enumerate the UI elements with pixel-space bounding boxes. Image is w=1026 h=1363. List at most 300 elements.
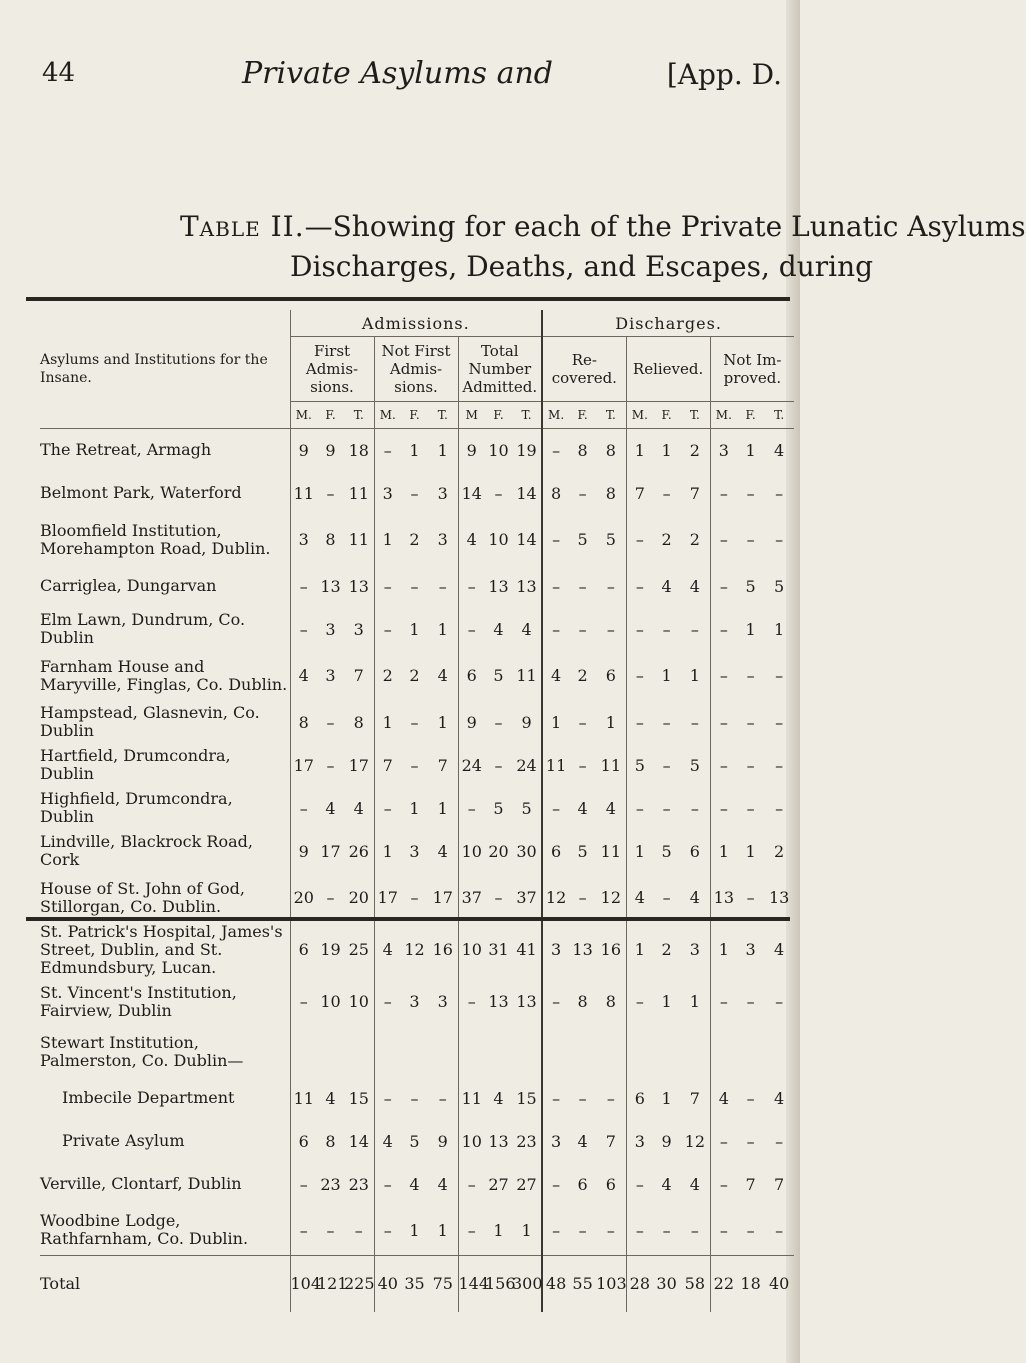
table-row <box>40 873 794 923</box>
count-cell: 14 <box>458 472 485 515</box>
count-cell: 10 <box>488 440 509 460</box>
count-cell: 8 <box>325 1131 336 1151</box>
sex-label: F. <box>569 402 596 429</box>
count-cell: – <box>746 992 755 1011</box>
count-cell: 20 <box>348 888 369 907</box>
count-cell: – <box>710 472 737 515</box>
count-cell: 7 <box>605 1131 616 1151</box>
count-cell: 4 <box>374 923 401 977</box>
count-cell: – <box>290 977 317 1027</box>
count-cell: 10 <box>458 1120 485 1163</box>
count-cell: 12 <box>404 940 425 959</box>
asylum-name: St. Vincent's Institution, Fairview, Dublin <box>40 982 237 1020</box>
count-cell: – <box>746 1220 755 1240</box>
count-cell: – <box>542 565 569 608</box>
count-cell <box>710 1027 737 1077</box>
count-cell: 11 <box>458 1077 485 1120</box>
total-row <box>40 1256 794 1312</box>
count-cell: 4 <box>689 888 700 907</box>
count-cell: – <box>458 787 485 830</box>
asylum-name: Lindville, Blackrock Road, Cork <box>40 832 253 869</box>
count-cell: 225 <box>344 1256 374 1312</box>
count-cell: 6 <box>605 1174 616 1194</box>
count-cell: – <box>662 483 671 503</box>
count-cell: 3 <box>542 923 569 977</box>
count-cell: – <box>542 608 569 651</box>
count-cell: – <box>326 1220 335 1240</box>
count-cell: 28 <box>626 1256 653 1312</box>
count-cell: 4 <box>605 798 616 818</box>
count-cell: 4 <box>689 576 700 596</box>
sex-label: T. <box>764 402 794 429</box>
count-cell: 1 <box>409 619 420 639</box>
count-cell: 15 <box>348 1088 369 1108</box>
sex-label: T. <box>596 402 626 429</box>
count-cell: – <box>710 1120 737 1163</box>
count-cell: 11 <box>542 744 569 787</box>
count-cell: 4 <box>626 873 653 923</box>
count-cell: 40 <box>374 1256 401 1312</box>
count-cell: 1 <box>409 798 420 818</box>
count-cell: 8 <box>577 992 588 1011</box>
count-cell: 40 <box>764 1256 794 1312</box>
count-cell: 1 <box>689 992 700 1011</box>
subheader-not-first-admissions: Not First Admis-sions. <box>374 337 458 402</box>
count-cell: 156 <box>485 1256 512 1312</box>
count-cell: 3 <box>745 940 756 959</box>
count-cell: 11 <box>290 1077 317 1120</box>
count-cell: 7 <box>353 666 364 685</box>
count-cell: 16 <box>432 940 453 959</box>
count-cell: – <box>326 755 335 775</box>
count-cell: – <box>710 565 737 608</box>
count-cell: 3 <box>437 530 448 549</box>
count-cell: 1 <box>626 830 653 873</box>
count-cell: 10 <box>320 992 341 1011</box>
count-cell <box>569 1027 596 1077</box>
count-cell: 2 <box>689 440 700 460</box>
count-cell: – <box>410 755 419 775</box>
count-cell: 31 <box>488 940 509 959</box>
count-cell: 3 <box>409 841 420 861</box>
count-cell: – <box>542 515 569 565</box>
count-cell <box>485 1027 512 1077</box>
table-row <box>40 608 794 651</box>
count-cell: 12 <box>684 1131 706 1151</box>
count-cell: 37 <box>458 873 485 923</box>
count-cell: 41 <box>516 940 537 959</box>
count-cell: 17 <box>290 744 317 787</box>
count-cell: 23 <box>348 1174 369 1194</box>
asylum-name: House of St. John of God, Stillorgan, Co. Dublin. <box>40 878 245 916</box>
count-cell: 1 <box>374 830 401 873</box>
count-cell: 5 <box>661 841 672 861</box>
count-cell: 19 <box>516 440 537 460</box>
count-cell: 4 <box>577 1131 588 1151</box>
asylum-name: St. Patrick's Hospital, James's Street, Dublin, and St. Edmundsbury, Lucan. <box>40 921 283 977</box>
count-cell: 48 <box>542 1256 569 1312</box>
count-cell: 1 <box>626 923 653 977</box>
count-cell: 4 <box>661 1174 672 1194</box>
count-cell: 26 <box>348 841 369 861</box>
count-cell: 1 <box>437 619 448 639</box>
count-cell: 9 <box>290 429 317 472</box>
count-cell: 27 <box>488 1174 509 1194</box>
count-cell: – <box>326 888 335 907</box>
count-cell <box>401 1027 428 1077</box>
count-cell: – <box>578 483 587 503</box>
count-cell: – <box>626 515 653 565</box>
count-cell: 2 <box>661 940 672 959</box>
count-cell: – <box>662 619 671 639</box>
count-cell: 1 <box>493 1220 504 1240</box>
count-cell: 10 <box>458 830 485 873</box>
count-cell: 10 <box>348 992 369 1011</box>
count-cell: – <box>710 608 737 651</box>
count-cell: 5 <box>745 576 756 596</box>
sex-label: M. <box>374 402 401 429</box>
count-cell: 4 <box>493 1088 504 1108</box>
count-cell: 25 <box>348 940 369 959</box>
appendix-reference: [App. D. <box>666 58 782 91</box>
count-cell: 5 <box>409 1131 420 1151</box>
count-cell: 4 <box>353 798 364 818</box>
count-cell: 24 <box>458 744 485 787</box>
count-cell: 13 <box>348 576 369 596</box>
table-row <box>40 923 794 977</box>
table-body <box>40 429 794 1312</box>
count-cell: 1 <box>409 1220 420 1240</box>
count-cell: 5 <box>577 841 588 861</box>
count-cell: 4 <box>521 619 532 639</box>
count-cell: 3 <box>542 1120 569 1163</box>
sex-label: T. <box>344 402 374 429</box>
asylum-name: Private Asylum <box>62 1131 185 1150</box>
count-cell: – <box>746 1088 755 1108</box>
count-cell: – <box>326 483 335 503</box>
count-cell: 4 <box>374 1120 401 1163</box>
count-cell: 30 <box>653 1256 680 1312</box>
count-cell: – <box>710 977 737 1027</box>
count-cell: – <box>578 1088 587 1108</box>
count-cell: 121 <box>317 1256 344 1312</box>
count-cell: 5 <box>689 755 700 775</box>
count-cell: 3 <box>374 472 401 515</box>
count-cell: 300 <box>512 1256 542 1312</box>
count-cell: – <box>458 977 485 1027</box>
table-row <box>40 1163 794 1206</box>
asylum-name: Belmont Park, Waterford <box>40 483 242 502</box>
count-cell: 9 <box>437 1131 448 1151</box>
total-label: Total <box>40 1273 81 1293</box>
count-cell: 1 <box>661 1088 672 1108</box>
count-cell: 8 <box>542 472 569 515</box>
subheader-not-improved: Not Im-proved. <box>710 337 794 402</box>
count-cell <box>680 1027 710 1077</box>
count-cell: 13 <box>516 992 537 1011</box>
count-cell: 16 <box>600 940 622 959</box>
count-cell: 4 <box>290 651 317 701</box>
count-cell: – <box>290 1206 317 1256</box>
sex-label: F. <box>317 402 344 429</box>
count-cell: 1 <box>437 712 448 732</box>
sex-label: F. <box>401 402 428 429</box>
count-cell: 13 <box>488 1131 509 1151</box>
count-cell: 1 <box>745 440 756 460</box>
count-cell: – <box>410 712 419 732</box>
sex-label: M. <box>290 402 317 429</box>
count-cell <box>458 1027 485 1077</box>
count-cell: 8 <box>290 701 317 744</box>
count-cell: – <box>578 755 587 775</box>
sex-label: M. <box>542 402 569 429</box>
running-title: Private Asylums and <box>242 56 554 91</box>
count-cell: 2 <box>689 530 700 549</box>
count-cell: 12 <box>542 873 569 923</box>
count-cell: 17 <box>432 888 453 907</box>
bottom-rule <box>26 917 790 921</box>
count-cell: 11 <box>600 755 622 775</box>
count-cell: 4 <box>437 841 448 861</box>
count-cell: – <box>374 565 401 608</box>
count-cell: 12 <box>600 888 622 907</box>
count-cell: 10 <box>458 923 485 977</box>
table-row <box>40 565 794 608</box>
table-row <box>40 1077 794 1120</box>
count-cell: – <box>578 888 587 907</box>
count-cell: 3 <box>290 515 317 565</box>
asylum-name: Stewart Institution, Palmerston, Co. Dublin— <box>40 1032 244 1070</box>
count-cell: 3 <box>437 483 448 503</box>
count-cell: – <box>542 429 569 472</box>
sex-label: T. <box>428 402 458 429</box>
count-cell: – <box>578 712 587 732</box>
count-cell: 2 <box>409 530 420 549</box>
count-cell: – <box>710 651 737 701</box>
count-cell: 14 <box>516 530 537 549</box>
count-cell: 5 <box>493 666 504 685</box>
count-cell: 5 <box>577 530 588 549</box>
count-cell: 11 <box>348 483 369 503</box>
sex-label: M. <box>626 402 653 429</box>
group-header-admissions: Admissions. <box>290 310 542 337</box>
table-row <box>40 472 794 515</box>
count-cell: 20 <box>488 841 509 861</box>
count-cell: 2 <box>577 666 588 685</box>
count-cell: 7 <box>374 744 401 787</box>
count-cell: – <box>578 619 587 639</box>
table-row <box>40 701 794 744</box>
count-cell: – <box>458 608 485 651</box>
count-cell: – <box>494 888 503 907</box>
column-header-asylums: Asylums and Institutions for the Insane. <box>40 310 290 429</box>
sex-label: M. <box>710 402 737 429</box>
count-cell: 3 <box>689 940 700 959</box>
asylum-name: Hartfield, Drumcondra, Dublin <box>40 746 231 783</box>
count-cell: 6 <box>626 1077 653 1120</box>
count-cell: 9 <box>661 1131 672 1151</box>
count-cell: 13 <box>488 576 509 596</box>
sex-label: T. <box>680 402 710 429</box>
count-cell <box>626 1027 653 1077</box>
count-cell: – <box>626 608 653 651</box>
count-cell: 9 <box>521 712 532 732</box>
count-cell: 1 <box>437 440 448 460</box>
sex-label: M <box>458 402 485 429</box>
count-cell: 3 <box>437 992 448 1011</box>
count-cell: – <box>775 712 784 732</box>
count-cell: 22 <box>710 1256 737 1312</box>
count-cell <box>290 1027 317 1077</box>
count-cell: – <box>606 576 615 596</box>
count-cell: 3 <box>353 619 364 639</box>
count-cell: – <box>438 1088 447 1108</box>
subheader-total-admitted: Total Number Admitted. <box>458 337 542 402</box>
count-cell: 1 <box>605 712 616 732</box>
count-cell: 8 <box>577 440 588 460</box>
count-cell: 3 <box>325 666 336 685</box>
count-cell: 1 <box>661 440 672 460</box>
count-cell: – <box>775 1220 784 1240</box>
count-cell: 1 <box>521 1220 532 1240</box>
count-cell: – <box>290 608 317 651</box>
count-cell: 4 <box>542 651 569 701</box>
count-cell: 10 <box>488 530 509 549</box>
count-cell: – <box>326 712 335 732</box>
count-cell: 4 <box>710 1077 737 1120</box>
count-cell: 8 <box>353 712 364 732</box>
count-cell: 1 <box>661 992 672 1011</box>
count-cell: 4 <box>774 440 785 460</box>
count-cell: – <box>458 1206 485 1256</box>
count-cell: – <box>746 712 755 732</box>
count-cell: 11 <box>290 472 317 515</box>
count-cell: – <box>290 1163 317 1206</box>
count-cell: 4 <box>493 619 504 639</box>
count-cell: – <box>746 1131 755 1151</box>
count-cell: 18 <box>348 440 369 460</box>
count-cell: 5 <box>521 798 532 818</box>
count-cell: 9 <box>458 429 485 472</box>
count-cell: – <box>494 712 503 732</box>
count-cell: 4 <box>325 1088 336 1108</box>
count-cell: – <box>690 619 699 639</box>
count-cell: 19 <box>320 940 341 959</box>
caption-line-2: Discharges, Deaths, and Escapes, during <box>290 250 874 283</box>
count-cell: – <box>494 755 503 775</box>
count-cell: – <box>710 787 737 830</box>
table-row <box>40 651 794 701</box>
count-cell: 1 <box>774 619 785 639</box>
table-row <box>40 429 794 472</box>
count-cell: 9 <box>458 701 485 744</box>
count-cell: 2 <box>374 651 401 701</box>
count-cell <box>512 1027 542 1077</box>
count-cell: 5 <box>626 744 653 787</box>
count-cell: 3 <box>325 619 336 639</box>
count-cell: – <box>458 1163 485 1206</box>
count-cell: 1 <box>437 798 448 818</box>
count-cell: 27 <box>516 1174 537 1194</box>
count-cell <box>737 1027 764 1077</box>
table-row <box>40 787 794 830</box>
count-cell: 14 <box>348 1131 369 1151</box>
subheader-first-admissions: First Admis-sions. <box>290 337 374 402</box>
count-cell: – <box>374 1163 401 1206</box>
count-cell: – <box>354 1220 363 1240</box>
count-cell: 1 <box>409 440 420 460</box>
count-cell: – <box>626 565 653 608</box>
count-cell: 11 <box>348 530 369 549</box>
count-cell: – <box>374 1077 401 1120</box>
count-cell: 8 <box>605 992 616 1011</box>
asylum-name: Highfield, Drumcondra, Dublin <box>40 789 233 826</box>
count-cell: 1 <box>661 666 672 685</box>
count-cell: – <box>746 666 755 685</box>
count-cell: – <box>746 888 755 907</box>
count-cell <box>344 1027 374 1077</box>
count-cell: 13 <box>320 576 341 596</box>
count-cell: 11 <box>600 841 622 861</box>
count-cell: – <box>710 1206 737 1256</box>
count-cell: 6 <box>689 841 700 861</box>
table-label: Table II. <box>180 210 305 243</box>
count-cell: 1 <box>374 515 401 565</box>
count-cell: – <box>410 576 419 596</box>
count-cell: 4 <box>689 1174 700 1194</box>
count-cell: – <box>290 565 317 608</box>
count-cell: 37 <box>516 888 537 907</box>
count-cell: 4 <box>661 576 672 596</box>
count-cell: – <box>662 1220 671 1240</box>
count-cell: – <box>626 977 653 1027</box>
count-cell: – <box>690 712 699 732</box>
count-cell: – <box>542 1077 569 1120</box>
count-cell: – <box>290 787 317 830</box>
count-cell: – <box>775 755 784 775</box>
table-row <box>40 744 794 787</box>
count-cell: 9 <box>325 440 336 460</box>
sex-label: F. <box>485 402 512 429</box>
table-row <box>40 977 794 1027</box>
count-cell: 13 <box>516 576 537 596</box>
count-cell: – <box>542 1163 569 1206</box>
count-cell: 3 <box>710 429 737 472</box>
count-cell: 8 <box>605 483 616 503</box>
count-cell: 30 <box>516 841 537 861</box>
count-cell: 15 <box>516 1088 537 1108</box>
count-cell: 6 <box>290 923 317 977</box>
caption-line-1: —Showing for each of the Private Lunatic Asylums <box>304 210 1026 243</box>
count-cell: 7 <box>774 1174 785 1194</box>
count-cell: 5 <box>605 530 616 549</box>
count-cell: – <box>626 1163 653 1206</box>
count-cell: 1 <box>745 619 756 639</box>
asylum-name: Farnham House and Maryville, Finglas, Co. Dublin. <box>40 656 288 694</box>
count-cell: 6 <box>542 830 569 873</box>
count-cell: – <box>626 787 653 830</box>
asylum-name: Verville, Clontarf, Dublin <box>40 1174 242 1193</box>
subheader-recovered: Re-covered. <box>542 337 626 402</box>
count-cell: 55 <box>569 1256 596 1312</box>
count-cell: – <box>775 666 784 685</box>
count-cell: – <box>626 701 653 744</box>
asylum-name: Woodbine Lodge, Rathfarnham, Co. Dublin. <box>40 1211 249 1249</box>
count-cell: – <box>746 755 755 775</box>
count-cell: – <box>662 888 671 907</box>
count-cell: 14 <box>516 483 537 503</box>
count-cell: 17 <box>348 755 369 775</box>
